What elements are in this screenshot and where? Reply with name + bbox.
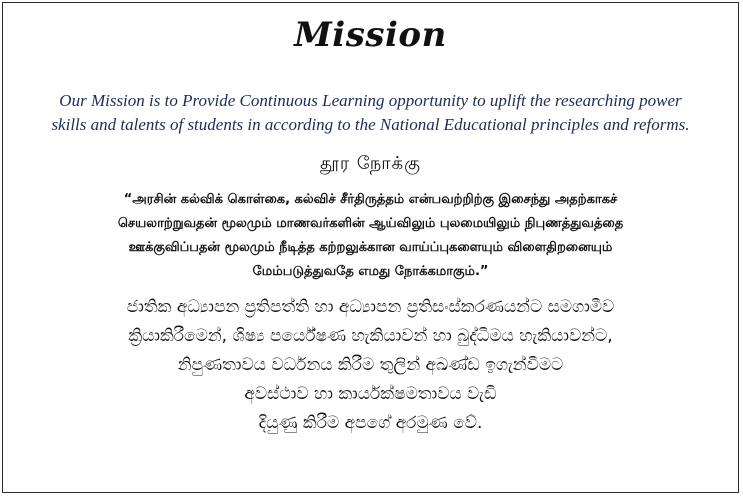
tamil-line-1: “அரசின் கல்விக் கொள்கை, கல்விச் சீர்திருத்தம் என்பவற்றிற்கு இசைந்து அதற்காகச் [123, 192, 618, 207]
sinhala-mission-statement [33, 293, 708, 438]
mission-title: Mission [294, 15, 447, 55]
tamil-mission-statement [33, 188, 708, 284]
tamil-line-2: செயலாற்றுவதன் மூலமும் மாணவர்களின் ஆய்விலும் புலமையிலும் நிபுணத்துவத்தை [117, 216, 624, 231]
tamil-line-4: மேம்படுத்துவதே எமது நோக்கமாகும்.” [252, 264, 489, 279]
english-line-2: skills and talents of students in according to the National Educational principles and reforms. [51, 115, 690, 134]
sinhala-line-3: නිපුණතාවය වර්ධනය කිරීම තුලින් අඛණ්ඩ ඉගැන්වීමට [177, 355, 564, 375]
sinhala-line-4: අවස්ථාව හා කාර්යක්ෂමතාවය වැඩි [244, 384, 497, 404]
english-mission-statement [31, 89, 710, 137]
tamil-heading: தூர நோக்கு [319, 153, 422, 174]
english-line-1: Our Mission is to Provide Continuous Learning opportunity to uplift the researching power [59, 91, 682, 110]
tamil-line-3: ஊக்குவிப்பதன் மூலமும் நீடித்த கற்றலுக்கான வாய்ப்புகளையும் விளைதிறனையும் [128, 240, 613, 255]
sinhala-line-5: දියුණු කිරීම අපගේ අරමුණ වේ. [258, 413, 483, 433]
mission-panel [2, 2, 739, 493]
sinhala-line-1: ජාතික අධ්‍යාපන ප්‍රතිපත්ති හා අධ්‍යාපන ප්‍රතිසංස්කරණයන්ට සමගාමීව [126, 297, 615, 317]
sinhala-line-2: ක්‍රියාකිරීමෙන්, ශිෂ්‍ය පර්යේෂණ හැකියාවන් හා බුද්ධිමය හැකියාවන්ට, [128, 326, 613, 346]
